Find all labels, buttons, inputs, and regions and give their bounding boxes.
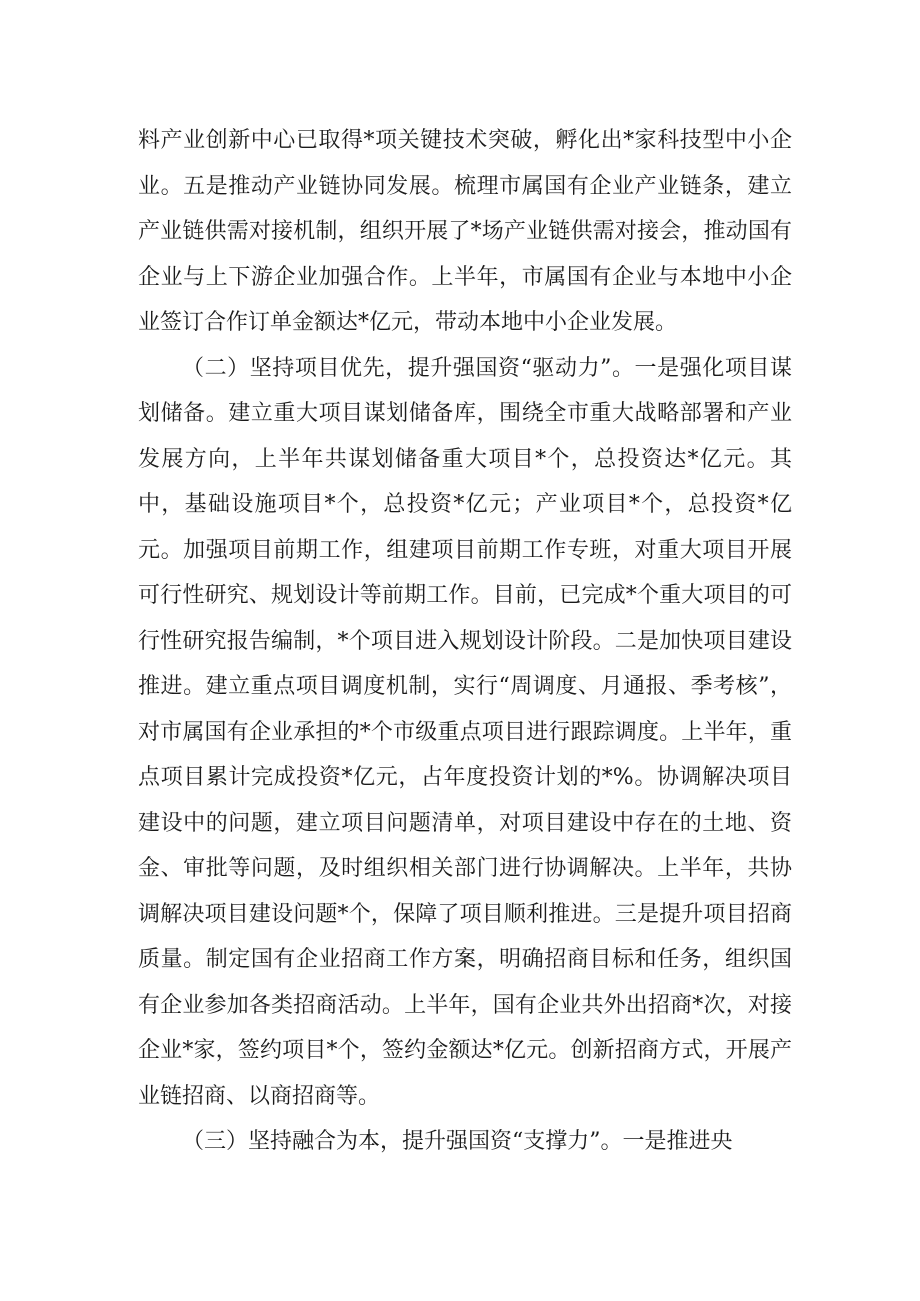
document-body (138, 118, 792, 1165)
paragraph-continuation: 料产业创新中心已取得*项关键技术突破，孵化出*家科技型中小企业。五是推动产业链协同发展。梳理市属国有企业产业链条，建立产业链供需对接机制，组织开展了*场产业链供需对接会，推动国有企业与上下游企业加强合作。上半年，市属国有企业与本地中小企业签订合作订单金额达*亿元，带动本地中小企业发展。 (138, 128, 792, 335)
paragraph-section-two: （二）坚持项目优先，提升强国资“驱动力”。一是强化项目谋划储备。建立重大项目谋划储备库，围绕全市重大战略部署和产业发展方向，上半年共谋划储备重大项目*个，总投资达*亿元。其中，基础设施项目*个，总投资*亿元；产业项目*个，总投资*亿元。加强项目前期工作，组建项目前期工作专班，对重大项目开展可行性研究、规划设计等前期工作。目前，已完成*个重大项目的可行性研究报告编制，*个项目进入规划设计阶段。二是加快项目建设推进。建立重点项目调度机制，实行“周调度、月通报、季考核”，对市属国有企业承担的*个市级重点项目进行跟踪调度。上半年，重点项目累计完成投资*亿元，占年度投资计划的*%。协调解决项目建设中的问题，建立项目问题清单，对项目建设中存在的土地、资金、审批等问题，及时组织相关部门进行协调解决。上半年，共协调解决项目建设问题*个，保障了项目顺利推进。三是提升项目招商质量。制定国有企业招商工作方案，明确招商目标和任务，组织国有企业参加各类招商活动。上半年，国有企业共外出招商*次，对接企业*家，签约项目*个，签约金额达*亿元。创新招商方式，开展产业链招商、以商招商等。 (138, 355, 792, 1109)
paragraph-section-three: （三）坚持融合为本，提升强国资“支撑力”。一是推进央 (182, 1129, 733, 1154)
